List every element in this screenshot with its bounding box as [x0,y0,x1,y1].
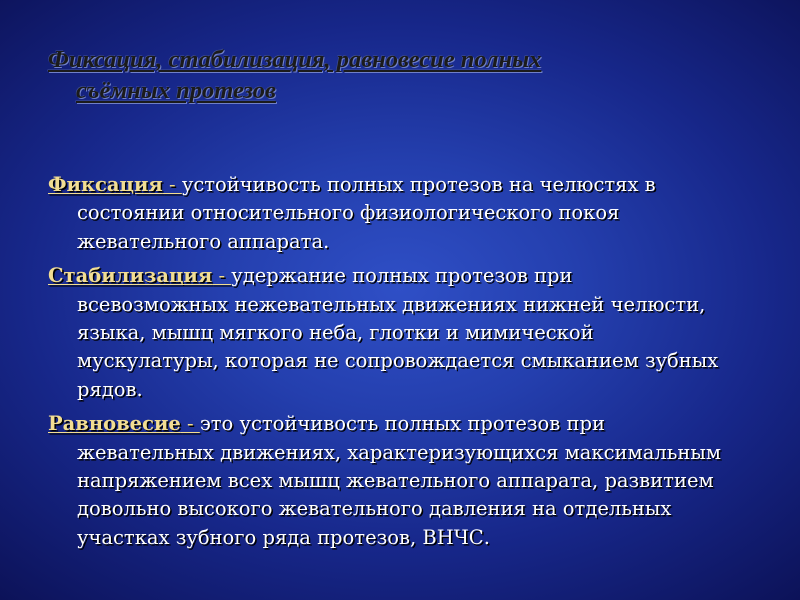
title-line-2: съёмных протезов [76,77,276,104]
definition-text: напряжением всех мышц жевательного аппарата, развитием [77,469,714,493]
definition-stabilization [48,262,772,404]
term-fixation: Фиксация [48,173,163,196]
definition-first-line [48,262,772,290]
term-dash: - [180,412,200,436]
definition-first-line [48,171,772,199]
definition-text: жевательных движениях, характеризующихся максимальным [77,440,722,464]
term-balance: Равновесие [48,412,181,436]
definition-text: состоянии относительного физиологического покоя [77,201,620,225]
definitions-list [48,171,772,558]
definition-text: всевозможных нежевательных движениях нижней челюсти, [77,292,706,316]
definition-balance [48,410,772,552]
term-dash: - [162,173,182,196]
definition-text: устойчивость полных протезов на челюстях в [181,173,656,196]
definition-text: довольно высокого жевательного давления на отдельных [77,497,672,521]
definition-text: мускулатуры, которая не сопровождается смыканием зубных [77,349,719,373]
definition-first-line [48,410,772,438]
term-dash: - [212,264,232,288]
definition-fixation [48,171,772,256]
definition-text: языка, мышц мягкого неба, глотки и мимической [77,321,594,345]
title-line-1: Фиксация, стабилизация, равновесие полных [48,46,542,73]
definition-text: жевательного аппарата. [77,229,330,253]
term-stabilization: Стабилизация [48,264,213,288]
definition-text: рядов. [77,377,143,401]
definition-text: участках зубного ряда протезов, ВНЧС. [77,525,490,549]
slide-title [48,44,768,106]
definition-text: удержание полных протезов при [231,264,573,288]
definition-text: это устойчивость полных протезов при [199,412,605,436]
